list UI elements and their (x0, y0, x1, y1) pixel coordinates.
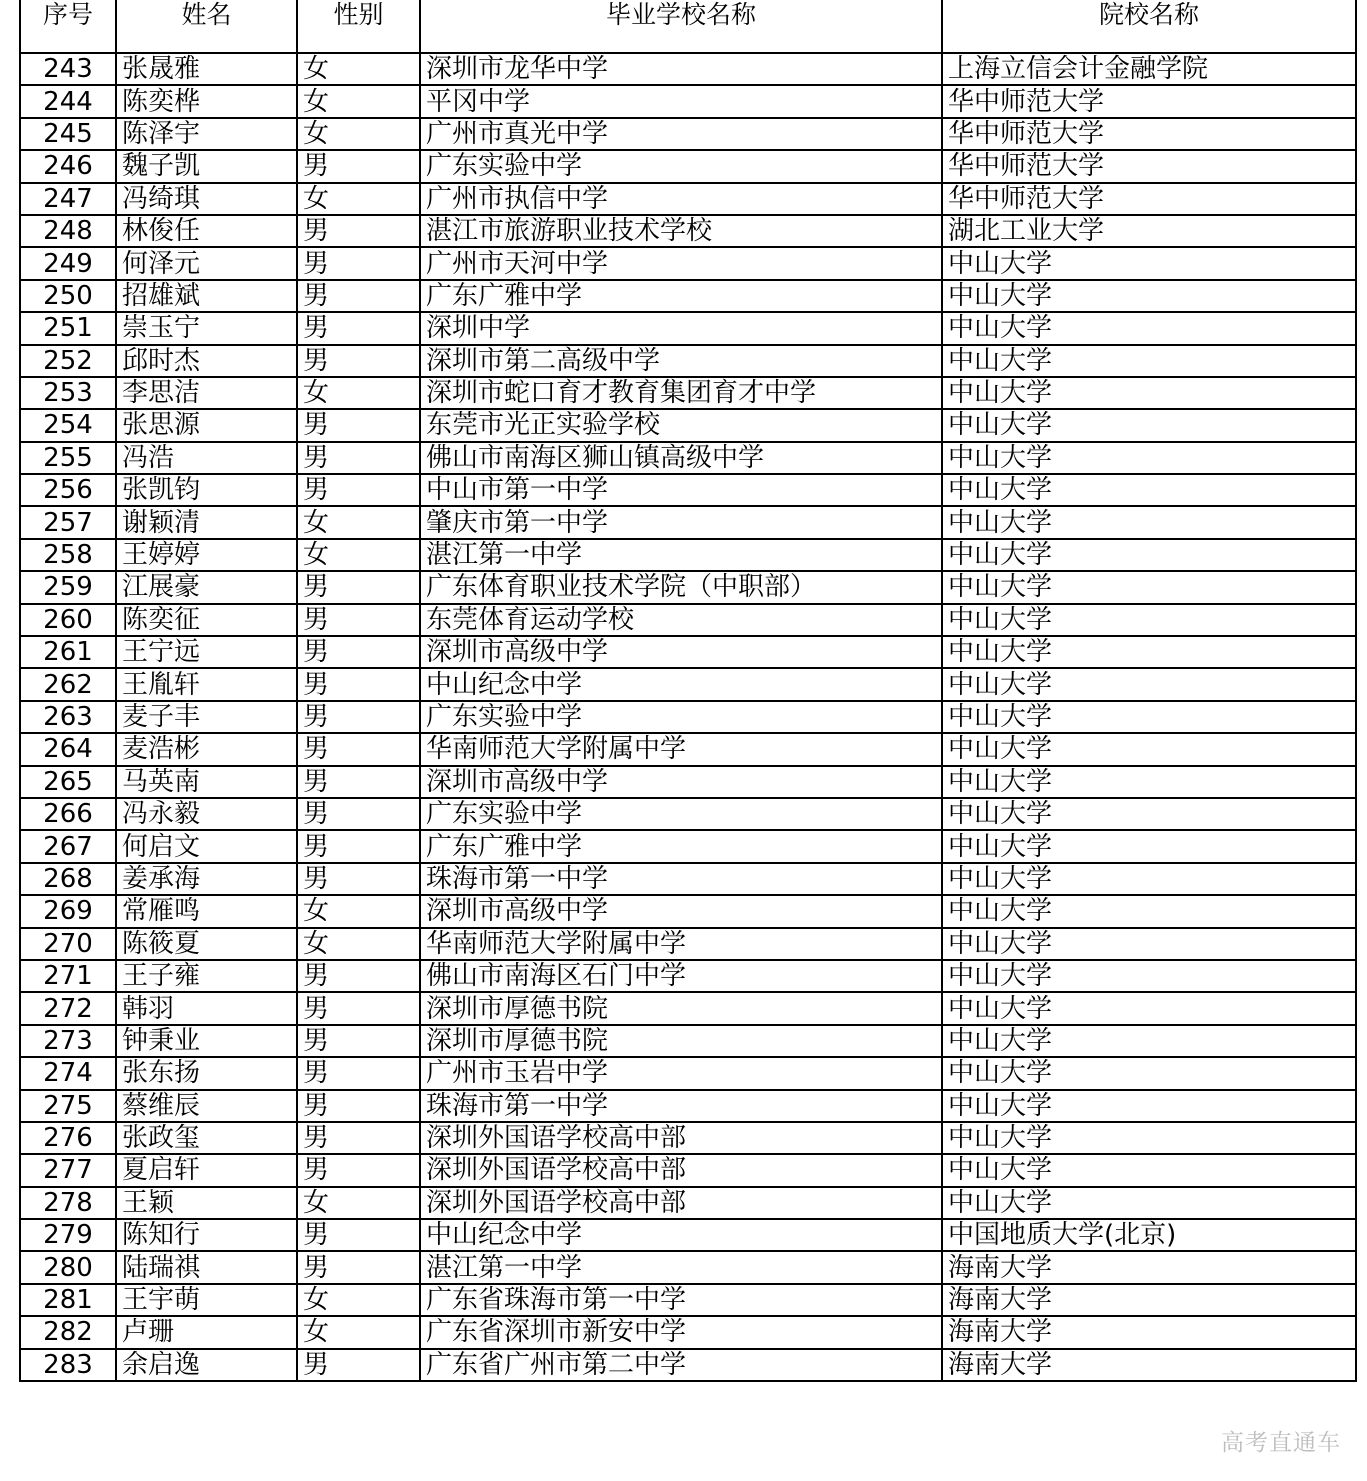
table-row (20, 701, 1356, 733)
cell-name: 张思源 (116, 409, 297, 441)
table-row (20, 992, 1356, 1024)
cell-university: 中山大学 (942, 928, 1356, 960)
cell-gender: 女 (297, 183, 420, 215)
cell-graduating-school: 广东省广州市第二中学 (420, 1349, 942, 1381)
cell-seq: 255 (20, 442, 116, 474)
cell-name: 李思洁 (116, 377, 297, 409)
cell-graduating-school: 中山市第一中学 (420, 474, 942, 506)
cell-university: 中山大学 (942, 474, 1356, 506)
cell-university: 中山大学 (942, 1122, 1356, 1154)
cell-name: 谢颖清 (116, 506, 297, 538)
header-seq: 序号 (20, 0, 116, 53)
table-row (20, 280, 1356, 312)
cell-university: 中山大学 (942, 345, 1356, 377)
cell-graduating-school: 深圳市高级中学 (420, 636, 942, 668)
cell-name: 冯绮琪 (116, 183, 297, 215)
cell-seq: 277 (20, 1154, 116, 1186)
cell-gender: 女 (297, 928, 420, 960)
cell-gender: 女 (297, 895, 420, 927)
table-row (20, 928, 1356, 960)
cell-seq: 283 (20, 1349, 116, 1381)
cell-seq: 280 (20, 1251, 116, 1283)
table-row (20, 1187, 1356, 1219)
cell-university: 海南大学 (942, 1349, 1356, 1381)
cell-name: 招雄斌 (116, 280, 297, 312)
cell-name: 王胤轩 (116, 668, 297, 700)
cell-gender: 男 (297, 280, 420, 312)
cell-gender: 男 (297, 701, 420, 733)
cell-graduating-school: 东莞市光正实验学校 (420, 409, 942, 441)
cell-university: 中山大学 (942, 798, 1356, 830)
cell-name: 陈奕征 (116, 604, 297, 636)
table-row (20, 1349, 1356, 1381)
cell-graduating-school: 广州市执信中学 (420, 183, 942, 215)
cell-university: 中山大学 (942, 830, 1356, 862)
table-row (20, 1219, 1356, 1251)
table-row (20, 150, 1356, 182)
cell-name: 陈知行 (116, 1219, 297, 1251)
cell-name: 陈筱夏 (116, 928, 297, 960)
cell-university: 中山大学 (942, 312, 1356, 344)
cell-gender: 男 (297, 1090, 420, 1122)
cell-gender: 男 (297, 668, 420, 700)
cell-gender: 男 (297, 1219, 420, 1251)
admission-roster-table (19, 0, 1357, 1382)
cell-graduating-school: 广州市玉岩中学 (420, 1057, 942, 1089)
cell-name: 韩羽 (116, 992, 297, 1024)
cell-name: 冯浩 (116, 442, 297, 474)
cell-university: 中山大学 (942, 604, 1356, 636)
cell-gender: 男 (297, 1025, 420, 1057)
cell-university: 海南大学 (942, 1251, 1356, 1283)
cell-university: 湖北工业大学 (942, 215, 1356, 247)
cell-graduating-school: 深圳市高级中学 (420, 766, 942, 798)
table-row (20, 895, 1356, 927)
cell-name: 张政玺 (116, 1122, 297, 1154)
cell-name: 王宇萌 (116, 1284, 297, 1316)
cell-graduating-school: 湛江第一中学 (420, 1251, 942, 1283)
cell-seq: 271 (20, 960, 116, 992)
cell-gender: 男 (297, 830, 420, 862)
cell-gender: 男 (297, 636, 420, 668)
cell-university: 海南大学 (942, 1316, 1356, 1348)
cell-university: 华中师范大学 (942, 150, 1356, 182)
cell-seq: 267 (20, 830, 116, 862)
cell-seq: 266 (20, 798, 116, 830)
table-row (20, 183, 1356, 215)
cell-seq: 244 (20, 85, 116, 117)
cell-gender: 男 (297, 215, 420, 247)
table-row (20, 1316, 1356, 1348)
cell-graduating-school: 深圳市第二高级中学 (420, 345, 942, 377)
cell-gender: 男 (297, 571, 420, 603)
cell-university: 中山大学 (942, 1187, 1356, 1219)
cell-name: 夏启轩 (116, 1154, 297, 1186)
cell-seq: 265 (20, 766, 116, 798)
cell-name: 蔡维辰 (116, 1090, 297, 1122)
cell-seq: 272 (20, 992, 116, 1024)
table-row (20, 1122, 1356, 1154)
cell-graduating-school: 广州市真光中学 (420, 118, 942, 150)
cell-name: 卢珊 (116, 1316, 297, 1348)
table-row (20, 1090, 1356, 1122)
table-row (20, 571, 1356, 603)
cell-seq: 273 (20, 1025, 116, 1057)
cell-university: 中山大学 (942, 636, 1356, 668)
cell-gender: 男 (297, 409, 420, 441)
cell-university: 中山大学 (942, 247, 1356, 279)
cell-university: 中山大学 (942, 668, 1356, 700)
cell-graduating-school: 深圳市龙华中学 (420, 53, 942, 85)
cell-gender: 女 (297, 506, 420, 538)
cell-seq: 247 (20, 183, 116, 215)
table-row (20, 1251, 1356, 1283)
cell-university: 中山大学 (942, 506, 1356, 538)
cell-gender: 女 (297, 377, 420, 409)
cell-seq: 246 (20, 150, 116, 182)
header-name: 姓名 (116, 0, 297, 53)
cell-graduating-school: 肇庆市第一中学 (420, 506, 942, 538)
cell-seq: 269 (20, 895, 116, 927)
cell-seq: 251 (20, 312, 116, 344)
cell-seq: 256 (20, 474, 116, 506)
cell-name: 林俊任 (116, 215, 297, 247)
cell-graduating-school: 广东体育职业技术学院（中职部） (420, 571, 942, 603)
cell-university: 中山大学 (942, 442, 1356, 474)
cell-graduating-school: 广东省深圳市新安中学 (420, 1316, 942, 1348)
table-row (20, 53, 1356, 85)
cell-seq: 252 (20, 345, 116, 377)
cell-seq: 258 (20, 539, 116, 571)
cell-name: 何泽元 (116, 247, 297, 279)
table-row (20, 830, 1356, 862)
header-gender: 性别 (297, 0, 420, 53)
cell-name: 王子雍 (116, 960, 297, 992)
cell-seq: 259 (20, 571, 116, 603)
table-row (20, 118, 1356, 150)
cell-graduating-school: 平冈中学 (420, 85, 942, 117)
cell-graduating-school: 广州市天河中学 (420, 247, 942, 279)
cell-name: 姜承海 (116, 863, 297, 895)
cell-name: 麦子丰 (116, 701, 297, 733)
cell-gender: 男 (297, 992, 420, 1024)
cell-gender: 男 (297, 247, 420, 279)
cell-gender: 男 (297, 798, 420, 830)
cell-seq: 276 (20, 1122, 116, 1154)
cell-name: 何启文 (116, 830, 297, 862)
cell-university: 中山大学 (942, 733, 1356, 765)
cell-name: 常雁鸣 (116, 895, 297, 927)
table-row (20, 766, 1356, 798)
cell-name: 余启逸 (116, 1349, 297, 1381)
table-row (20, 863, 1356, 895)
cell-university: 上海立信会计金融学院 (942, 53, 1356, 85)
cell-seq: 253 (20, 377, 116, 409)
cell-university: 中山大学 (942, 280, 1356, 312)
table-row (20, 539, 1356, 571)
cell-university: 中山大学 (942, 571, 1356, 603)
cell-graduating-school: 深圳市厚德书院 (420, 1025, 942, 1057)
cell-university: 中山大学 (942, 377, 1356, 409)
cell-name: 崇玉宁 (116, 312, 297, 344)
cell-gender: 女 (297, 1316, 420, 1348)
table-row (20, 85, 1356, 117)
table-row (20, 345, 1356, 377)
cell-gender: 男 (297, 474, 420, 506)
cell-university: 海南大学 (942, 1284, 1356, 1316)
watermark: 高考直通车 (1221, 1430, 1341, 1456)
cell-seq: 248 (20, 215, 116, 247)
table-row (20, 1284, 1356, 1316)
cell-university: 中山大学 (942, 992, 1356, 1024)
cell-seq: 278 (20, 1187, 116, 1219)
cell-seq: 263 (20, 701, 116, 733)
cell-seq: 250 (20, 280, 116, 312)
cell-seq: 282 (20, 1316, 116, 1348)
cell-gender: 男 (297, 733, 420, 765)
cell-gender: 男 (297, 960, 420, 992)
table-row (20, 733, 1356, 765)
cell-name: 邱时杰 (116, 345, 297, 377)
cell-gender: 男 (297, 766, 420, 798)
cell-university: 中山大学 (942, 539, 1356, 571)
cell-graduating-school: 华南师范大学附属中学 (420, 733, 942, 765)
cell-name: 王婷婷 (116, 539, 297, 571)
cell-university: 中山大学 (942, 1090, 1356, 1122)
cell-university: 中国地质大学(北京) (942, 1219, 1356, 1251)
cell-graduating-school: 深圳市高级中学 (420, 895, 942, 927)
cell-name: 麦浩彬 (116, 733, 297, 765)
cell-seq: 268 (20, 863, 116, 895)
cell-university: 中山大学 (942, 766, 1356, 798)
cell-graduating-school: 珠海市第一中学 (420, 1090, 942, 1122)
cell-seq: 264 (20, 733, 116, 765)
cell-gender: 女 (297, 118, 420, 150)
table-row (20, 604, 1356, 636)
cell-graduating-school: 华南师范大学附属中学 (420, 928, 942, 960)
cell-name: 王颖 (116, 1187, 297, 1219)
cell-university: 中山大学 (942, 1025, 1356, 1057)
cell-university: 中山大学 (942, 1057, 1356, 1089)
cell-graduating-school: 广东广雅中学 (420, 830, 942, 862)
cell-seq: 275 (20, 1090, 116, 1122)
table-row (20, 409, 1356, 441)
table-header (20, 0, 1356, 53)
table-row (20, 798, 1356, 830)
cell-name: 陈奕桦 (116, 85, 297, 117)
cell-graduating-school: 珠海市第一中学 (420, 863, 942, 895)
cell-gender: 男 (297, 442, 420, 474)
cell-graduating-school: 广东省珠海市第一中学 (420, 1284, 942, 1316)
table-row (20, 1025, 1356, 1057)
cell-graduating-school: 东莞体育运动学校 (420, 604, 942, 636)
cell-seq: 270 (20, 928, 116, 960)
cell-seq: 274 (20, 1057, 116, 1089)
table-row (20, 442, 1356, 474)
cell-gender: 女 (297, 53, 420, 85)
table-row (20, 636, 1356, 668)
cell-gender: 男 (297, 604, 420, 636)
cell-graduating-school: 深圳中学 (420, 312, 942, 344)
cell-seq: 243 (20, 53, 116, 85)
cell-gender: 女 (297, 1187, 420, 1219)
cell-graduating-school: 广东实验中学 (420, 150, 942, 182)
cell-university: 中山大学 (942, 895, 1356, 927)
cell-university: 中山大学 (942, 701, 1356, 733)
cell-university: 中山大学 (942, 960, 1356, 992)
table-row (20, 247, 1356, 279)
cell-university: 华中师范大学 (942, 118, 1356, 150)
cell-graduating-school: 深圳市厚德书院 (420, 992, 942, 1024)
table-row (20, 960, 1356, 992)
header-university: 院校名称 (942, 0, 1356, 53)
cell-university: 中山大学 (942, 409, 1356, 441)
table-body (20, 53, 1356, 1381)
cell-graduating-school: 深圳外国语学校高中部 (420, 1154, 942, 1186)
cell-seq: 257 (20, 506, 116, 538)
cell-name: 王宁远 (116, 636, 297, 668)
cell-gender: 男 (297, 1154, 420, 1186)
cell-gender: 男 (297, 1349, 420, 1381)
cell-gender: 男 (297, 1251, 420, 1283)
cell-seq: 279 (20, 1219, 116, 1251)
table-row (20, 312, 1356, 344)
cell-seq: 262 (20, 668, 116, 700)
cell-graduating-school: 广东实验中学 (420, 701, 942, 733)
cell-name: 魏子凯 (116, 150, 297, 182)
table-row (20, 668, 1356, 700)
table-row (20, 474, 1356, 506)
cell-seq: 260 (20, 604, 116, 636)
cell-university: 中山大学 (942, 863, 1356, 895)
cell-name: 张凯钧 (116, 474, 297, 506)
cell-name: 张东扬 (116, 1057, 297, 1089)
cell-graduating-school: 广东实验中学 (420, 798, 942, 830)
cell-gender: 男 (297, 345, 420, 377)
cell-gender: 女 (297, 1284, 420, 1316)
cell-graduating-school: 中山纪念中学 (420, 1219, 942, 1251)
cell-gender: 男 (297, 863, 420, 895)
cell-graduating-school: 中山纪念中学 (420, 668, 942, 700)
cell-gender: 男 (297, 1057, 420, 1089)
cell-name: 冯永毅 (116, 798, 297, 830)
table-row (20, 1057, 1356, 1089)
header-row (20, 0, 1356, 53)
cell-graduating-school: 深圳外国语学校高中部 (420, 1122, 942, 1154)
cell-gender: 女 (297, 85, 420, 117)
cell-seq: 245 (20, 118, 116, 150)
cell-seq: 281 (20, 1284, 116, 1316)
cell-gender: 男 (297, 312, 420, 344)
cell-name: 陆瑞祺 (116, 1251, 297, 1283)
cell-graduating-school: 深圳市蛇口育才教育集团育才中学 (420, 377, 942, 409)
header-graduating-school: 毕业学校名称 (420, 0, 942, 53)
cell-name: 陈泽宇 (116, 118, 297, 150)
table-row (20, 215, 1356, 247)
cell-name: 马英南 (116, 766, 297, 798)
cell-seq: 261 (20, 636, 116, 668)
cell-graduating-school: 深圳外国语学校高中部 (420, 1187, 942, 1219)
cell-graduating-school: 湛江市旅游职业技术学校 (420, 215, 942, 247)
cell-university: 华中师范大学 (942, 183, 1356, 215)
cell-gender: 男 (297, 150, 420, 182)
cell-seq: 249 (20, 247, 116, 279)
cell-graduating-school: 湛江第一中学 (420, 539, 942, 571)
cell-graduating-school: 佛山市南海区狮山镇高级中学 (420, 442, 942, 474)
table-row (20, 506, 1356, 538)
cell-gender: 女 (297, 539, 420, 571)
table-row (20, 1154, 1356, 1186)
cell-graduating-school: 广东广雅中学 (420, 280, 942, 312)
cell-name: 江展豪 (116, 571, 297, 603)
cell-graduating-school: 佛山市南海区石门中学 (420, 960, 942, 992)
cell-seq: 254 (20, 409, 116, 441)
cell-university: 中山大学 (942, 1154, 1356, 1186)
cell-name: 钟秉业 (116, 1025, 297, 1057)
cell-university: 华中师范大学 (942, 85, 1356, 117)
table-row (20, 377, 1356, 409)
cell-gender: 男 (297, 1122, 420, 1154)
cell-name: 张晟雅 (116, 53, 297, 85)
